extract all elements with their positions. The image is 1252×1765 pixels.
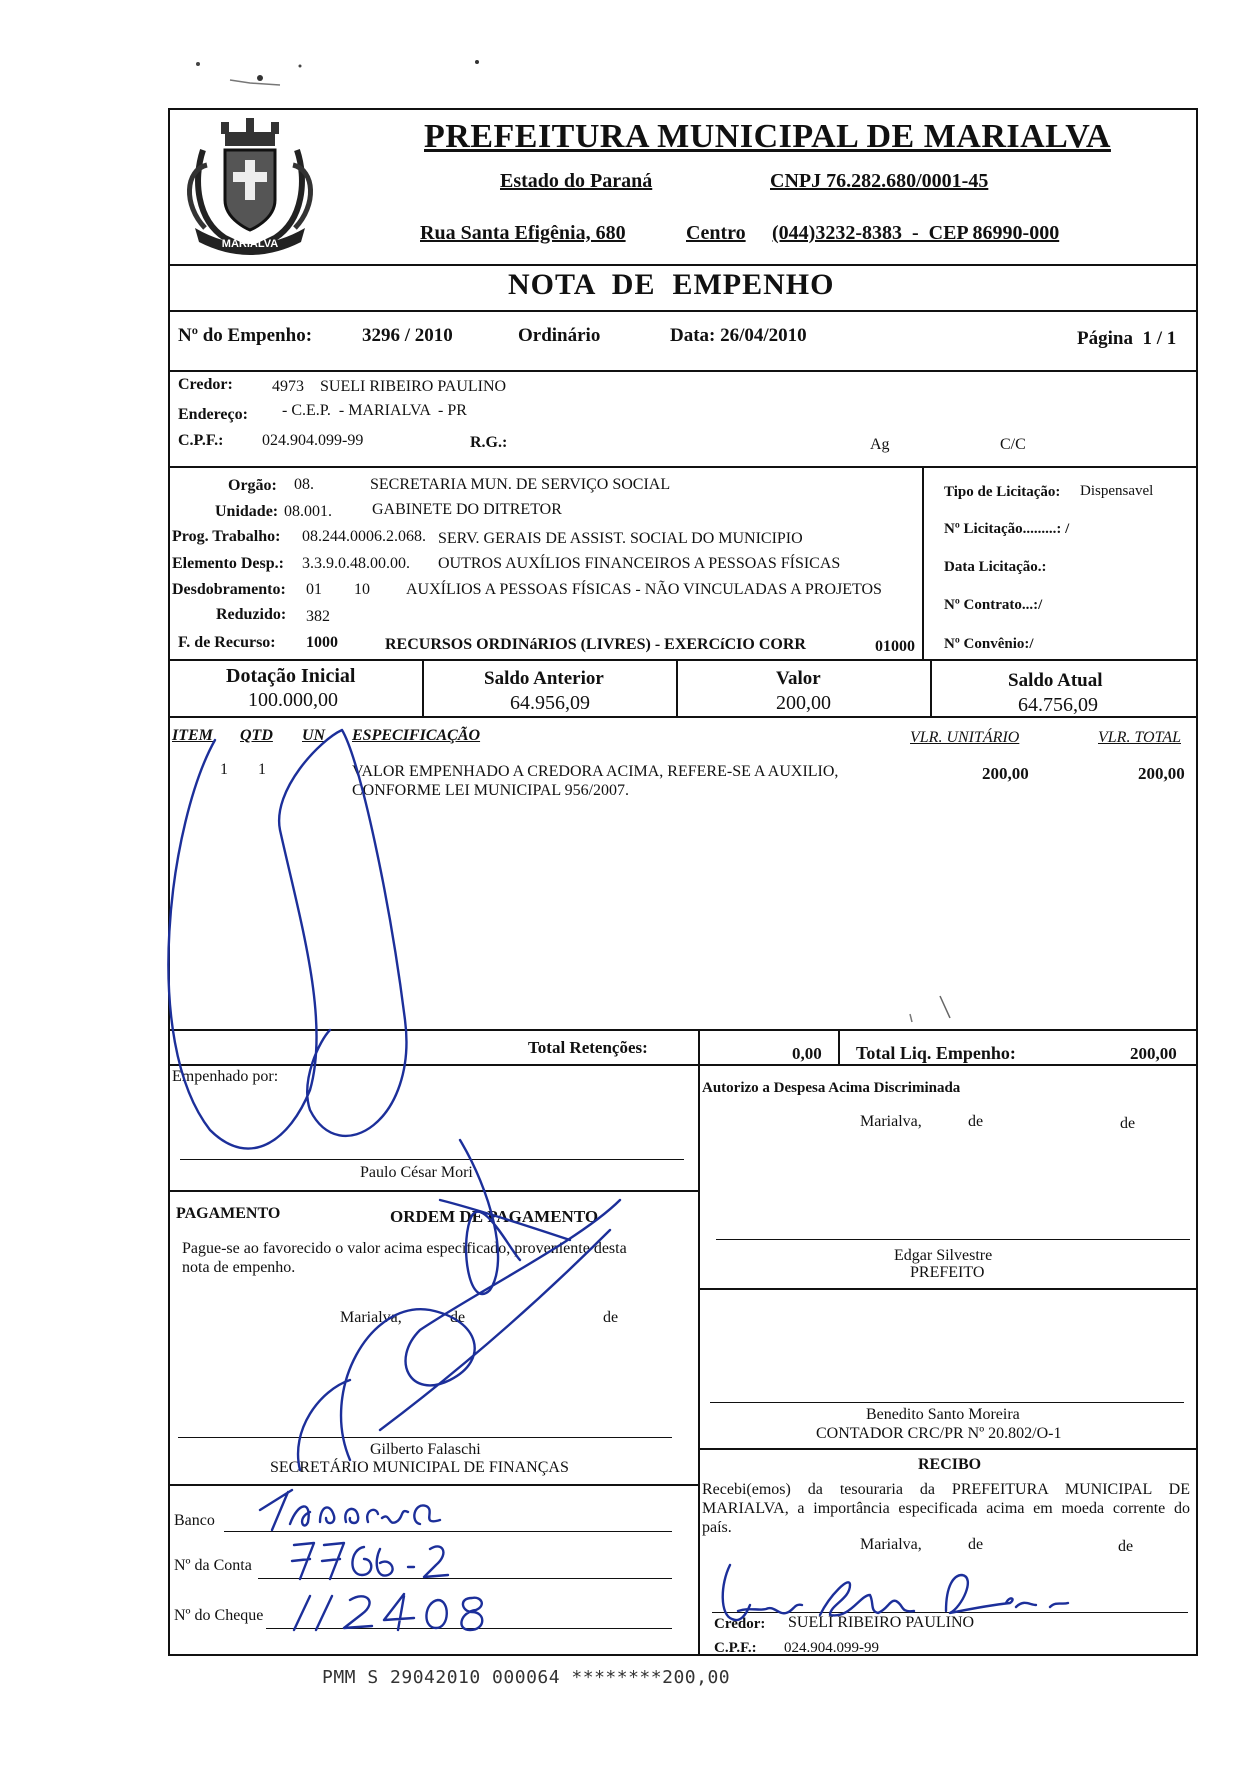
contrato: Nº Contrato...:/ [944,597,1043,613]
pagamento-de1: de [450,1309,466,1326]
desdobramento-value: AUXÍLIOS A PESSOAS FÍSICAS - NÃO VINCULADAS A PROJETOS [406,581,882,598]
scan-speck [475,60,479,64]
prefeito-signer: Edgar Silvestre [894,1247,993,1264]
divider-vertical [676,659,678,717]
divider [698,1448,1198,1450]
elemento-label: Elemento Desp.: [172,555,284,572]
prog-code: 08.244.0006.2.068. [302,528,426,545]
col-un: UN [302,727,326,744]
credor-name: SUELI RIBEIRO PAULINO [320,378,507,395]
divider [168,310,1198,312]
rg-label: R.G.: [470,434,508,451]
reduzido-label: Reduzido: [216,606,287,623]
state-label: Estado do Paraná [500,170,653,192]
recibo-place: Marialva, [860,1536,922,1553]
endereco-value: - C.E.P. - MARIALVA - PR [282,402,467,419]
recibo-credor: SUELI RIBEIRO PAULINO [788,1614,975,1631]
pagamento-label: PAGAMENTO [176,1205,281,1222]
autorizo-de2: de [1120,1115,1136,1132]
liquido-value: 200,00 [1130,1044,1177,1063]
recibo-text2: MARIALVA, a importância especificada acima em moeda corrente do [702,1500,1190,1517]
pagamento-text2: nota de empenho. [182,1259,296,1276]
divider [168,466,1198,468]
bank-stamp: PMM S 29042010 000064 ********200,00 [322,1667,731,1688]
svg-text:MARIALVA: MARIALVA [221,238,279,250]
recibo-text3: país. [702,1519,732,1536]
unidade-code: 08.001. [284,503,332,520]
divider-vertical [922,466,924,660]
cnpj-label: CNPJ 76.282.680/0001-45 [770,170,989,192]
scan-specks [190,58,310,88]
cpf-value: 024.904.099-99 [262,432,364,449]
pagamento-text1: Pague-se ao favorecido o valor acima especificado, proveniente desta [182,1240,627,1257]
prefeitura-title: PREFEITURA MUNICIPAL DE MARIALVA [424,118,1111,155]
contador-role: CONTADOR CRC/PR Nº 20.802/O-1 [816,1425,1062,1442]
endereco-label: Endereço: [178,406,248,423]
empenhado-label: Empenhado por: [172,1068,279,1085]
divider-vertical [698,1029,700,1065]
empenho-number: 3296 / 2010 [362,325,453,346]
pagamento-place: Marialva, [340,1309,402,1326]
pen-stroke-recibo-signature [710,1555,1130,1635]
autorizo-place: Marialva, [860,1113,922,1130]
item-unitario: 200,00 [982,764,1029,783]
desdobramento-label: Desdobramento: [172,581,286,598]
elemento-value: OUTROS AUXÍLIOS FINANCEIROS A PESSOAS FÍSICAS [438,555,841,572]
recurso-suffix: 01000 [875,638,915,655]
prefeito-role: PREFEITO [910,1264,985,1281]
elemento-code: 3.3.9.0.48.00.00. [302,555,410,572]
recibo-cpf: 024.904.099-99 [784,1640,879,1656]
prog-label: Prog. Trabalho: [172,528,281,545]
recibo-de1: de [968,1536,984,1553]
conta-label: Nº da Conta [174,1557,252,1574]
retencoes-value: 0,00 [792,1044,822,1063]
pagamento-de2: de [603,1309,619,1326]
doc-title: NOTA DE EMPENHO [508,268,835,301]
item-number: 1 [220,761,228,778]
empenho-date: Data: 26/04/2010 [670,325,807,346]
col-unitario: VLR. UNITÁRIO [910,729,1020,746]
saldo-anterior-value: 64.956,09 [510,692,590,714]
autorizo-label: Autorizo a Despesa Acima Discriminada [702,1080,961,1096]
reduzido-value: 382 [306,608,330,625]
item-desc-line2: CONFORME LEI MUNICIPAL 956/2007. [352,782,630,799]
col-especificacao: ESPECIFICAÇÃO [352,727,481,744]
cpf-label: C.P.F.: [178,432,224,449]
conta-handwriting [290,1535,460,1585]
divider [168,370,1198,372]
licitacao-numero: Nº Licitação.........: / [944,521,1070,537]
saldo-atual-label: Saldo Atual [1008,670,1103,691]
col-qtd: QTD [240,727,273,744]
pen-stroke-signature [280,1130,700,1480]
licitacao-tipo: Dispensavel [1080,483,1154,499]
autorizo-de1: de [968,1113,984,1130]
recibo-credor-label: Credor: [714,1616,766,1632]
divider [168,659,1198,661]
scan-specks-svg [190,58,310,88]
coat-of-arms [175,110,325,260]
signature-line [710,1402,1184,1403]
valor-label: Valor [776,668,821,689]
desdobramento-a: 01 [306,581,322,598]
col-item: ITEM [172,727,213,744]
banco-label: Banco [174,1512,215,1529]
recurso-label: F. de Recurso: [178,634,276,651]
empenho-label: Nº do Empenho: [178,325,313,346]
item-desc-line1: VALOR EMPENHADO A CREDORA ACIMA, REFERE-SE A AUXILIO, [352,763,839,780]
liquido-label: Total Liq. Empenho: [856,1043,1016,1063]
divider-vertical [838,1029,840,1065]
address-label: Rua Santa Efigênia, 680 [420,222,626,244]
cc-label: C/C [1000,436,1026,453]
saldo-anterior-label: Saldo Anterior [484,668,604,689]
empenho-type: Ordinário [518,325,601,346]
saldo-atual-value: 64.756,09 [1018,694,1098,716]
recibo-cpf-label: C.P.F.: [714,1640,757,1656]
credor-code: 4973 [272,378,304,395]
recurso-value: RECURSOS ORDINáRIOS (LIVRES) - EXERCíCIO CORR [385,636,806,653]
recurso-code: 1000 [306,634,338,651]
unidade-value: GABINETE DO DITRETOR [372,501,562,518]
secretario-signer: Gilberto Falaschi [370,1441,481,1458]
banco-handwriting [250,1482,490,1537]
dotacao-label: Dotação Inicial [226,665,356,687]
recibo-text1: Recebi(emos) da tesouraria da PREFEITURA MUNICIPAL DE [702,1481,1190,1498]
coat-of-arms-icon [175,110,325,260]
divider [168,264,1198,266]
page-number: Página 1 / 1 [1077,328,1177,349]
retencoes-label: Total Retenções: [528,1038,648,1057]
recibo-de2: de [1118,1538,1134,1555]
phone-cep-label: (044)3232-8383 - CEP 86990-000 [772,222,1060,244]
orgao-code: 08. [294,476,314,493]
item-total: 200,00 [1138,764,1185,783]
valor-value: 200,00 [776,692,831,714]
credor-label: Credor: [178,376,233,393]
col-total: VLR. TOTAL [1098,729,1181,746]
item-qtd: 1 [258,761,266,778]
prog-value: SERV. GERAIS DE ASSIST. SOCIAL DO MUNICIPIO [438,530,803,547]
ag-label: Ag [870,436,890,453]
empenhado-signer: Paulo César Mori [360,1164,473,1181]
convenio: Nº Convênio:/ [944,636,1034,652]
orgao-label: Orgão: [228,477,277,494]
district-label: Centro [686,222,746,244]
contador-signer: Benedito Santo Moreira [866,1406,1020,1423]
unidade-label: Unidade: [215,503,279,520]
ordem-pagamento-label: ORDEM DE PAGAMENTO [390,1207,599,1226]
divider [698,1288,1198,1290]
scan-speck-marks [900,990,960,1030]
divider-vertical [930,659,932,717]
licitacao-tipo-label: Tipo de Licitação: [944,484,1061,500]
desdobramento-b: 10 [354,581,370,598]
signature-line [716,1239,1190,1240]
orgao-value: SECRETARIA MUN. DE SERVIÇO SOCIAL [370,476,671,493]
recibo-label: RECIBO [918,1456,982,1473]
cheque-label: Nº do Cheque [174,1607,264,1624]
secretario-role: SECRETÁRIO MUNICIPAL DE FINANÇAS [270,1459,569,1476]
pen-stroke-oval [160,700,440,1160]
licitacao-data: Data Licitação.: [944,559,1047,575]
dotacao-value: 100.000,00 [248,689,338,711]
cheque-handwriting [286,1586,506,1636]
